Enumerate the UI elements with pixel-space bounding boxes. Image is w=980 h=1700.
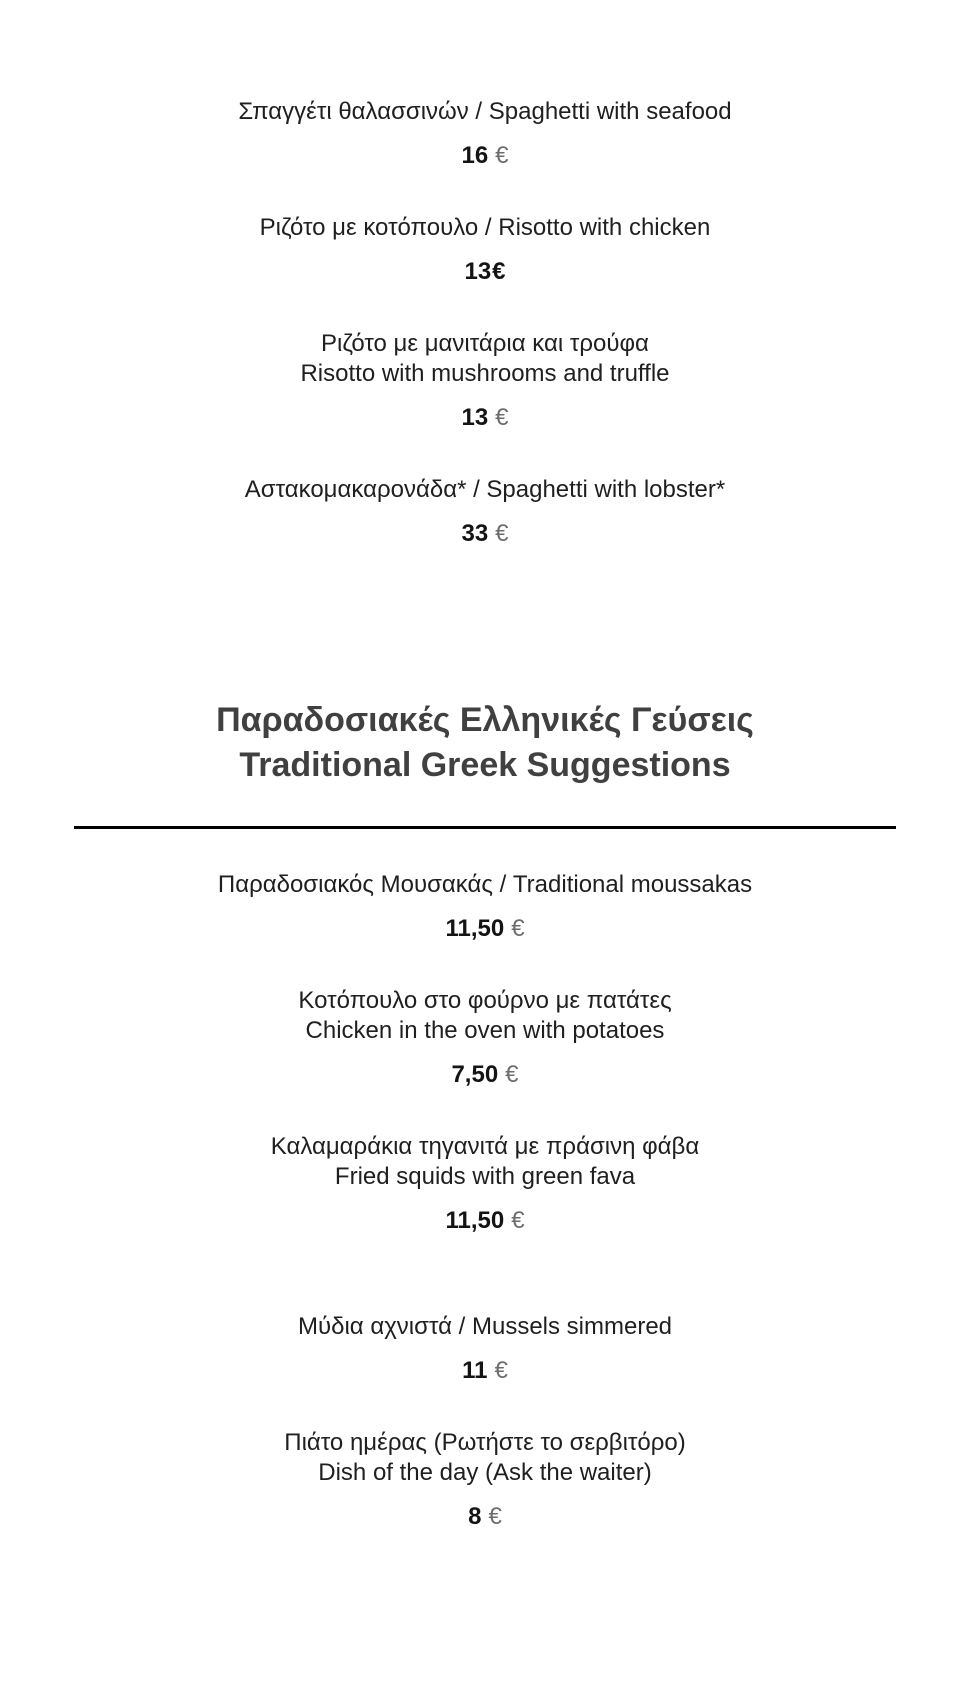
menu-item-line: Fried squids with green fava bbox=[334, 1163, 636, 1190]
euro-currency-symbol: € bbox=[511, 1207, 525, 1234]
section-heading bbox=[74, 698, 896, 788]
euro-currency-symbol: € bbox=[494, 1357, 508, 1384]
price-amount: 8 bbox=[468, 1503, 482, 1530]
menu-page bbox=[74, 0, 896, 1532]
menu-item-line: Chicken in the oven with potatoes bbox=[305, 1017, 665, 1044]
euro-currency-symbol: € bbox=[495, 142, 509, 169]
menu-item-title bbox=[74, 1428, 896, 1488]
menu-item-price bbox=[74, 519, 896, 549]
menu-item-title bbox=[74, 97, 896, 127]
menu-item-line: Αστακομακαρονάδα* / Spaghetti with lobster* bbox=[244, 476, 726, 503]
menu-item-price bbox=[74, 914, 896, 944]
section-divider bbox=[74, 826, 896, 829]
euro-currency-symbol: € bbox=[495, 520, 509, 547]
price-amount: 11 bbox=[462, 1357, 488, 1384]
menu-item-line: Dish of the day (Ask the waiter) bbox=[318, 1459, 652, 1486]
menu-item-price bbox=[74, 1502, 896, 1532]
menu-item-title bbox=[74, 1312, 896, 1342]
menu-item-line: Μύδια αχνιστά / Mussels simmered bbox=[297, 1313, 673, 1340]
menu-item-price bbox=[74, 257, 896, 287]
menu-item-line: Ριζότο με μανιτάρια και τρούφα bbox=[321, 330, 649, 357]
price-amount: 11,50 bbox=[445, 915, 505, 942]
euro-currency-symbol: € bbox=[488, 1503, 502, 1530]
price-amount: 16 bbox=[461, 142, 489, 169]
menu-item-title bbox=[74, 475, 896, 505]
menu-item-line: Κοτόπουλο στο φούρνο με πατάτες bbox=[298, 987, 672, 1014]
section-heading-greek: Παραδοσιακές Ελληνικές Γεύσεις bbox=[216, 701, 754, 739]
euro-currency-symbol: € bbox=[505, 1061, 519, 1088]
menu-item-price bbox=[74, 141, 896, 171]
menu-item-price bbox=[74, 403, 896, 433]
menu-item-price bbox=[74, 1356, 896, 1386]
menu-item-line: Ριζότο με κοτόπουλο / Risotto with chicken bbox=[259, 214, 711, 241]
menu-item-title bbox=[74, 1132, 896, 1192]
price-amount: 33 bbox=[461, 520, 489, 547]
price-amount: 11,50 bbox=[445, 1207, 505, 1234]
menu-item-title bbox=[74, 986, 896, 1046]
menu-item-price bbox=[74, 1206, 896, 1236]
euro-currency-symbol: € bbox=[492, 258, 506, 285]
menu-item-line: Παραδοσιακός Μουσακάς / Traditional moussakas bbox=[217, 871, 753, 898]
menu-item-line: Καλαμαράκια τηγανιτά με πράσινη φάβα bbox=[270, 1133, 700, 1160]
menu-item-title bbox=[74, 213, 896, 243]
euro-currency-symbol: € bbox=[511, 915, 525, 942]
euro-currency-symbol: € bbox=[495, 404, 509, 431]
menu-item-line: Risotto with mushrooms and truffle bbox=[300, 360, 670, 387]
menu-item-title bbox=[74, 329, 896, 389]
menu-item-line: Σπαγγέτι θαλασσινών / Spaghetti with seafood bbox=[238, 98, 732, 125]
menu-item-line: Πιάτο ημέρας (Ρωτήστε το σερβιτόρο) bbox=[284, 1429, 686, 1456]
section-heading-english: Traditional Greek Suggestions bbox=[239, 746, 731, 784]
price-amount: 13 bbox=[464, 258, 492, 285]
menu-item-title bbox=[74, 870, 896, 900]
price-amount: 7,50 bbox=[451, 1061, 499, 1088]
menu-item-price bbox=[74, 1060, 896, 1090]
price-amount: 13 bbox=[461, 404, 489, 431]
